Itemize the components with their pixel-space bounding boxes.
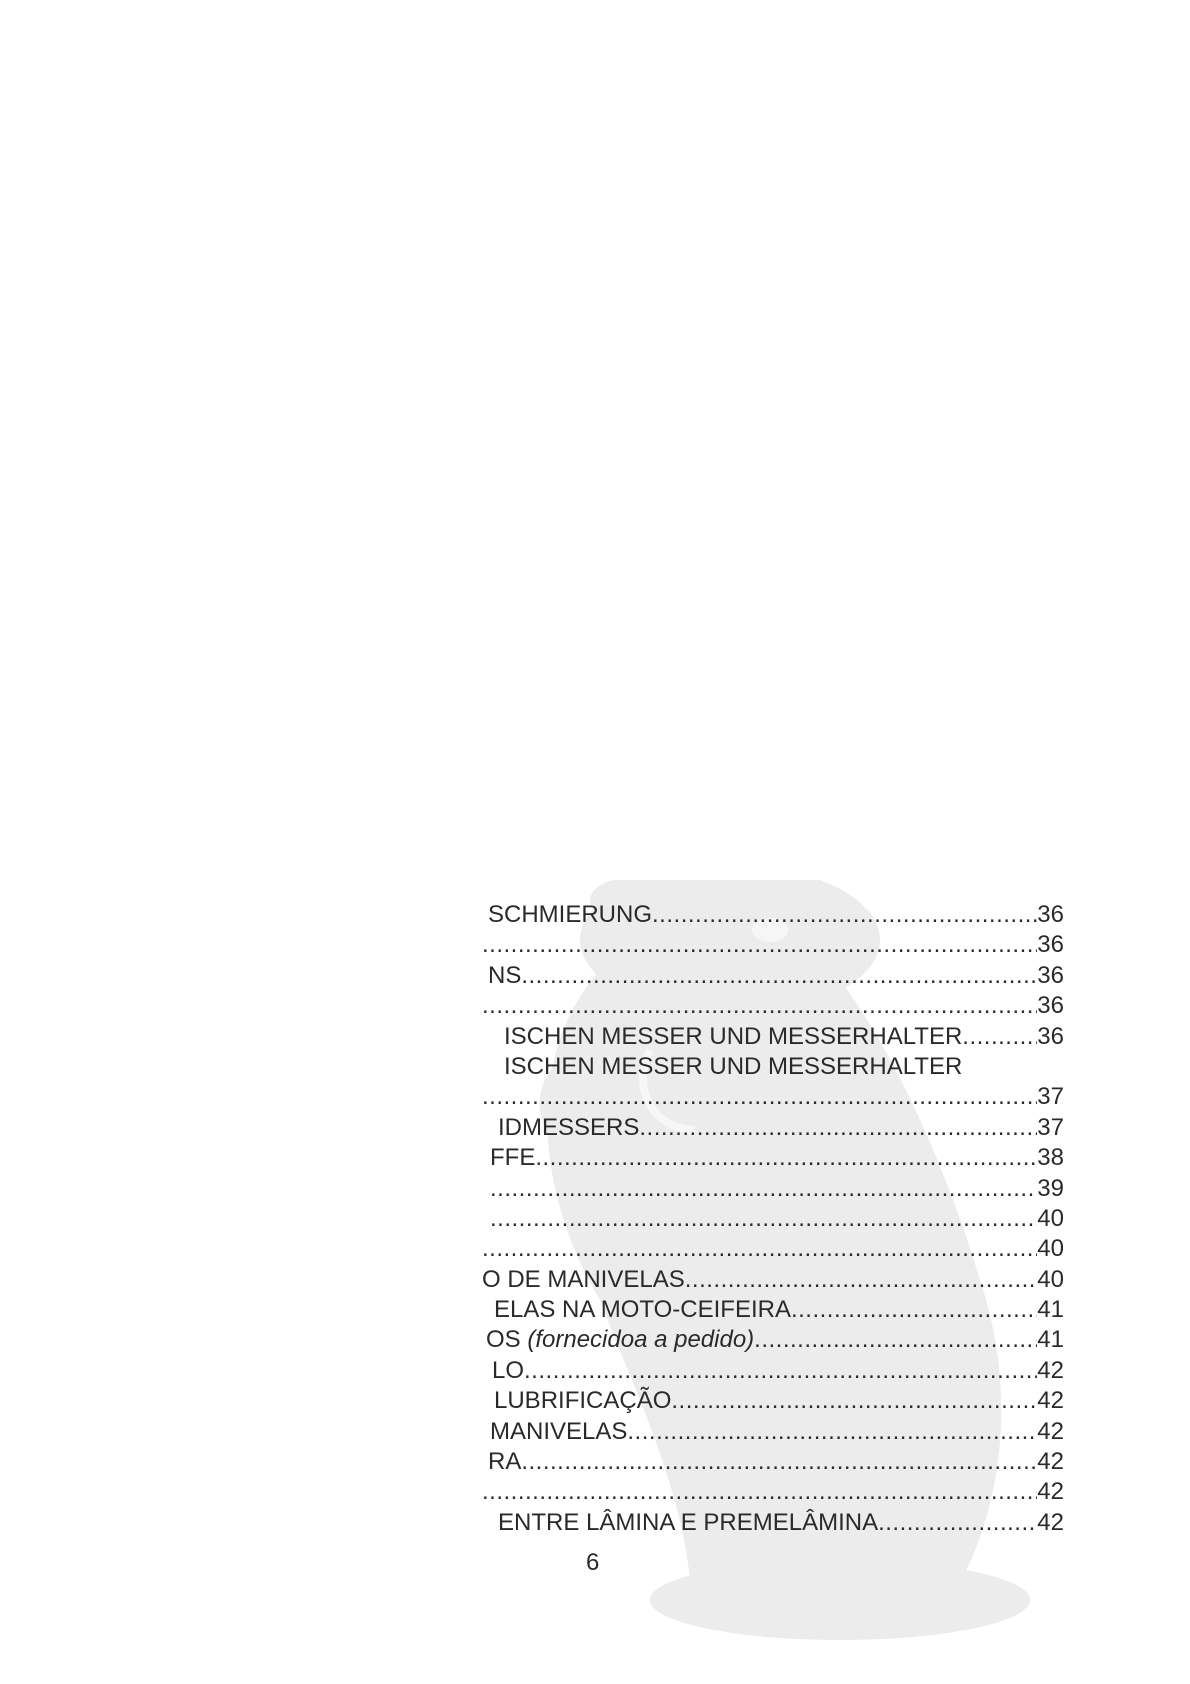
toc-entry [482, 1386, 1064, 1416]
toc-entry-label: ELAS NA MOTO-CEIFEIRA [494, 1296, 791, 1324]
toc-entry-page: 40 [1037, 1235, 1064, 1263]
toc-entry [482, 1022, 1064, 1052]
toc-entry-page: 40 [1037, 1265, 1064, 1293]
toc-entry [482, 1477, 1064, 1507]
toc-entry [482, 930, 1064, 960]
toc-entry-label: MANIVELAS [490, 1417, 628, 1445]
toc-dot-leader [652, 900, 1037, 930]
toc-entry-page: 36 [1037, 931, 1064, 959]
toc-dot-leader [754, 1325, 1037, 1355]
toc-entry-page: 41 [1037, 1326, 1064, 1354]
toc-dot-leader [535, 1143, 1037, 1173]
toc-entry-label: IDMESSERS [498, 1113, 640, 1141]
toc-dot-leader [521, 961, 1037, 991]
toc-entry-label: O DE MANIVELAS [482, 1265, 685, 1293]
toc-entry-page: 39 [1037, 1174, 1064, 1202]
toc-entry [482, 961, 1064, 991]
toc-entry-page: 40 [1037, 1204, 1064, 1232]
toc-entry-label: LO [492, 1356, 525, 1384]
toc-entry [482, 1052, 1064, 1082]
toc-entry-page: 36 [1037, 901, 1064, 928]
toc-entry-page: 42 [1037, 1356, 1064, 1384]
toc-entry-page: 41 [1037, 1296, 1064, 1324]
toc-dot-leader [490, 1204, 1037, 1234]
toc-entry-note: (fornecidoa a pedido) [527, 1326, 755, 1354]
toc-entry [482, 1417, 1064, 1447]
toc-entry-label: SCHMIERUNG [488, 901, 653, 928]
toc-entry [482, 900, 1064, 930]
toc-entry [482, 1113, 1064, 1143]
toc-entry-page: 37 [1037, 1083, 1064, 1111]
toc-entry [482, 1265, 1064, 1295]
toc-entry [482, 1143, 1064, 1173]
toc-dot-leader [482, 1082, 1037, 1112]
toc-dot-leader [482, 1234, 1037, 1264]
toc-entry [482, 1295, 1064, 1325]
toc-entry-page: 36 [1037, 1022, 1064, 1050]
table-of-contents [482, 900, 1064, 1538]
toc-dot-leader [521, 1447, 1037, 1477]
toc-dot-leader [482, 1477, 1037, 1507]
toc-entry-label: NS [488, 961, 522, 989]
toc-entry-page: 36 [1037, 992, 1064, 1020]
toc-entry-page: 42 [1037, 1508, 1064, 1536]
toc-entry-page: 42 [1037, 1387, 1064, 1415]
toc-entry [482, 1234, 1064, 1264]
toc-dot-leader [671, 1386, 1037, 1416]
toc-dot-leader [490, 1174, 1037, 1204]
toc-dot-leader [791, 1295, 1037, 1325]
toc-entry [482, 1447, 1064, 1477]
page-number: 6 [586, 1549, 600, 1576]
toc-dot-leader [639, 1113, 1037, 1143]
toc-entry-label: ISCHEN MESSER UND MESSERHALTER [504, 1022, 963, 1050]
toc-entry-label: ISCHEN MESSER UND MESSERHALTER [504, 1052, 963, 1080]
toc-entry [482, 1174, 1064, 1204]
toc-dot-leader [627, 1417, 1037, 1447]
toc-entry-page: 37 [1037, 1113, 1064, 1141]
toc-dot-leader [685, 1265, 1038, 1295]
toc-entry-label: RA [488, 1448, 522, 1476]
toc-entry-label: LUBRIFICAÇÃO [494, 1387, 672, 1415]
toc-entry-label: ENTRE LÂMINA E PREMELÂMINA [498, 1508, 879, 1536]
toc-entry [482, 1356, 1064, 1386]
toc-entry [482, 1204, 1064, 1234]
toc-dot-leader [878, 1508, 1037, 1538]
toc-entry-page: 38 [1037, 1144, 1064, 1172]
toc-entry [482, 1082, 1064, 1112]
toc-dot-leader [482, 991, 1037, 1021]
toc-entry-page: 36 [1037, 961, 1064, 989]
toc-entry-page: 42 [1037, 1448, 1064, 1476]
toc-dot-leader [482, 930, 1037, 960]
toc-entry-label: OS (fornecidoa a pedido) [486, 1326, 755, 1354]
toc-dot-leader [524, 1356, 1037, 1386]
toc-entry [482, 991, 1064, 1021]
toc-entry-label: FFE [490, 1144, 536, 1172]
toc-entry-page: 42 [1037, 1417, 1064, 1445]
toc-entry [482, 1508, 1064, 1538]
toc-entry [482, 1325, 1064, 1355]
toc-dot-leader [962, 1022, 1037, 1052]
toc-entry-page: 42 [1037, 1478, 1064, 1506]
